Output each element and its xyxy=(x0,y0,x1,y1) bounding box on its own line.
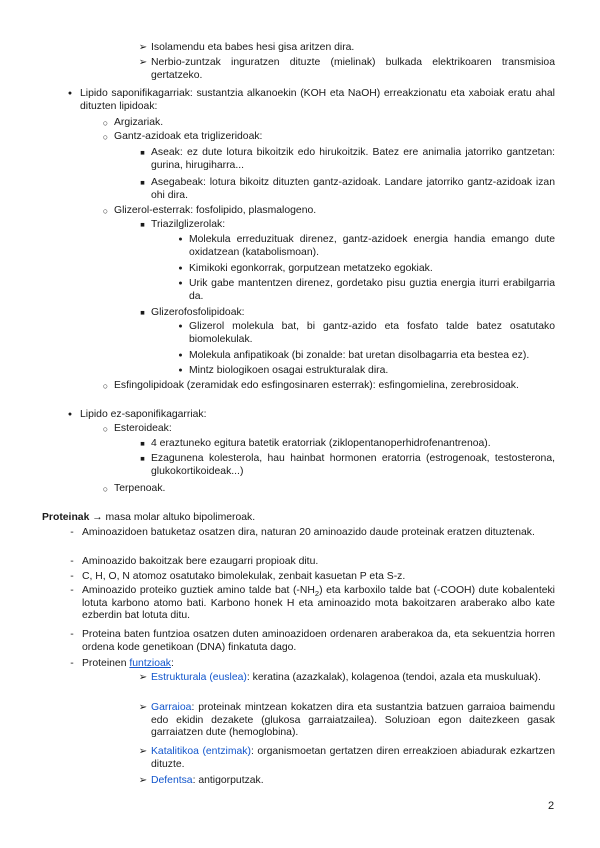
funtzio-term: Garraioa xyxy=(151,702,192,713)
dash-bullet-icon: - xyxy=(70,527,74,538)
funtzio-item-1 xyxy=(135,672,555,685)
glizerofosfo-item xyxy=(134,307,555,320)
proteinak-item-3 xyxy=(62,571,555,584)
argizariak-item xyxy=(97,117,555,130)
funtzio-item-2 xyxy=(135,702,555,740)
funtzio-rest: : organismoetan gertatzen diren erreakzioen abiadurak ezkartzen dituzte. xyxy=(151,746,555,770)
bullet-icon: ● xyxy=(67,411,73,418)
proteinak-item-6 xyxy=(62,658,555,671)
lipido-saponif-text: Lipido saponifikagarriak: sustantzia alkanoekin (KOH eta NaOH) erreakzionatu eta xaboiak eratu ahal dituzten lipidoak: xyxy=(80,88,555,112)
funtzio-rest: : proteinak mintzean kokatzen dira eta sustantzia batzuen garraioa baimendu edo ekidin dezakete (glukosa garraiatzailea). Soluzioan egon daitezkeen gasak garraiatzen dute (hemoglobina). xyxy=(151,702,555,739)
proteinak-item-2 xyxy=(62,556,555,569)
page-number: 2 xyxy=(548,800,555,812)
circle-bullet-icon: ○ xyxy=(102,118,109,128)
aseak-item xyxy=(134,147,555,172)
glizerofosfo-sub-text: Glizerol molekula bat, bi gantz-azido eta fosfato talde batez osatutako biomolekulak. xyxy=(189,321,555,345)
arrow-bullet-icon: ➢ xyxy=(138,702,148,713)
dash-bullet-icon: - xyxy=(70,629,74,640)
bullet-icon: ● xyxy=(178,352,183,359)
proteinak-item-text xyxy=(82,585,555,623)
proteinak-item-4 xyxy=(62,585,555,623)
proteinak-title-rest: masa molar altuko bipolimeroak. xyxy=(102,512,256,523)
aseak-text: Aseak: ez dute lotura bikoitzik edo hirukoitzik. Batez ere animalia jatorriko gantzetan: gurina, hirugiharra... xyxy=(151,147,555,171)
lipido-ez-item xyxy=(60,409,555,422)
arrow-bullet-icon: ➢ xyxy=(138,672,148,683)
lipido-saponif-item xyxy=(60,88,555,113)
funtzioak-line xyxy=(82,658,174,671)
funtzio-text xyxy=(151,775,555,788)
square-bullet-icon: ■ xyxy=(140,220,145,229)
esfingo-text: Esfingolipidoak (zeramidak edo esfingosinaren esterrak): esfingomielina, zerebrosidoak. xyxy=(114,380,519,391)
funtzio-text xyxy=(151,746,555,771)
amino-text-start: Aminoazido proteiko guztiek amino talde bat (-NH xyxy=(82,585,315,596)
square-bullet-icon: ■ xyxy=(140,454,145,463)
square-bullet-icon: ■ xyxy=(140,308,145,317)
glizerofosfo-title: Glizerofosfolipidoak: xyxy=(151,307,245,318)
funtzio-text xyxy=(151,702,555,740)
funtzio-item-4 xyxy=(135,775,555,788)
bullet-icon: ● xyxy=(67,90,73,97)
proteinak-title: Proteinak xyxy=(42,512,90,523)
bullet-icon: ● xyxy=(178,280,183,287)
square-bullet-icon: ■ xyxy=(140,148,145,157)
triazil-sub-text: Urik gabe mantentzen direnez, gordetako pisu guztia energia iturri erabilgarria da. xyxy=(189,278,555,302)
nerve-item-1 xyxy=(135,42,555,55)
esfingo-item xyxy=(97,380,555,393)
proteinak-heading xyxy=(42,512,555,525)
funtzio-rest: : keratina (azazkalak), kolagenoa (tendoi, azala eta muskuluak). xyxy=(246,672,541,683)
circle-bullet-icon: ○ xyxy=(102,132,109,142)
esteroideak-sub-text: Ezagunena kolesterola, hau hainbat hormonen eratorria (estrogenoak, testosterona, glukokortikoideak...) xyxy=(151,453,555,477)
funtzio-rest: : antigorputzak. xyxy=(192,775,264,786)
subscript-two: 2 xyxy=(314,589,320,599)
glizerofosfo-sub-text: Molekula anfipatikoak (bi zonalde: bat uretan disolbagarria eta bestea ez). xyxy=(189,350,530,361)
amino-text-rest: ) eta karboxilo talde bat (-COOH) dute kobalenteki lotuta karbono atomo bati. Karbono honek H eta aminoazido mota bakoitzaren araberako albo kate ezberdin bat lotuta ditu. xyxy=(82,585,555,622)
triazil-sub-text: Molekula erreduzituak direnez, gantz-azidoek energia handia emango dute oxidatzean (katabolismoan). xyxy=(189,234,555,258)
glizerofosfo-sub-text: Mintz biologikoen osagai estrukturalak dira. xyxy=(189,365,389,376)
esteroideak-item xyxy=(97,423,555,436)
square-bullet-icon: ■ xyxy=(140,178,145,187)
proteinak-item-1 xyxy=(62,527,555,540)
glizerofosfo-sub-1 xyxy=(172,321,555,346)
bullet-icon: ● xyxy=(178,236,183,243)
right-arrow-icon: → xyxy=(92,512,103,523)
square-bullet-icon: ■ xyxy=(140,439,145,448)
terpenoak-text: Terpenoak. xyxy=(114,483,166,494)
gantz-item xyxy=(97,131,555,144)
arrow-bullet-icon: ➢ xyxy=(138,775,148,786)
bullet-icon: ● xyxy=(178,323,183,330)
arrow-bullet-icon: ➢ xyxy=(138,57,148,68)
dash-bullet-icon: - xyxy=(70,571,74,582)
triazil-title: Triazilglizerolak: xyxy=(151,219,226,230)
funtzioak-suffix: : xyxy=(170,658,174,669)
circle-bullet-icon: ○ xyxy=(102,424,109,434)
funtzio-term: Defentsa xyxy=(151,775,193,786)
nerve-item-text: Nerbio-zuntzak inguratzen dituzte (mielinak) bulkada elektrikoaren transmisioa gertatzeko. xyxy=(151,57,555,81)
glizerofosfo-sub-2 xyxy=(172,350,555,363)
esteroideak-sub-1 xyxy=(134,438,555,451)
triazil-sub-2 xyxy=(172,263,555,276)
esteroideak-sub-2 xyxy=(134,453,555,478)
circle-bullet-icon: ○ xyxy=(102,381,109,391)
nerve-item-text: Isolamendu eta babes hesi gisa aritzen dira. xyxy=(151,42,355,53)
triazil-sub-text: Kimikoki egonkorrak, gorputzean metatzeko egokiak. xyxy=(189,263,433,274)
argizariak-text: Argizariak. xyxy=(114,117,164,128)
funtzio-item-3 xyxy=(135,746,555,771)
proteinak-item-text: Aminoazidoen batuketaz osatzen dira, naturan 20 aminoazido daude proteinak eratzen dituztenak. xyxy=(82,527,535,538)
funtzio-term: Katalitikoa (entzimak) xyxy=(151,746,251,757)
funtzio-term: Estrukturala (euslea) xyxy=(151,672,247,683)
bullet-icon: ● xyxy=(178,367,183,374)
triazil-sub-1 xyxy=(172,234,555,259)
funtzioak-prefix: Proteinen xyxy=(82,658,130,669)
triazil-item xyxy=(134,219,555,232)
circle-bullet-icon: ○ xyxy=(102,206,109,216)
esteroideak-title: Esteroideak: xyxy=(114,423,172,434)
funtzio-text xyxy=(151,672,555,685)
terpenoak-item xyxy=(97,483,555,496)
dash-bullet-icon: - xyxy=(70,658,74,669)
nerve-item-2 xyxy=(135,57,555,82)
dash-bullet-icon: - xyxy=(70,556,74,567)
circle-bullet-icon: ○ xyxy=(102,484,109,494)
proteinak-item-text: C, H, O, N atomoz osatutako bimolekulak, zenbait kasuetan P eta S-z. xyxy=(82,571,406,582)
asegabeak-text: Asegabeak: lotura bikoitz dituzten gantz-azidoak. Landare jatorriko gantz-azidoak izan ohi dira. xyxy=(151,177,555,201)
arrow-bullet-icon: ➢ xyxy=(138,42,148,53)
glizerofosfo-sub-3 xyxy=(172,365,555,378)
proteinak-item-5 xyxy=(62,629,555,654)
lipido-ez-text: Lipido ez-saponifikagarriak: xyxy=(80,409,207,420)
proteinak-item-text: Aminoazido bakoitzak bere ezaugarri propioak ditu. xyxy=(82,556,319,567)
proteinak-item-text: Proteina baten funtzioa osatzen duten aminoazidoen ordenaren araberakoa da, eta sekuentzia horren ordena kode genetikoan (DNA) finkatuta dago. xyxy=(82,629,555,653)
triazil-sub-3 xyxy=(172,278,555,303)
asegabeak-item xyxy=(134,177,555,202)
glizerol-item xyxy=(97,205,555,218)
dash-bullet-icon: - xyxy=(70,585,74,596)
gantz-title: Gantz-azidoak eta triglizeridoak: xyxy=(114,131,263,142)
funtzioak-link[interactable]: funtzioak xyxy=(129,658,171,669)
esteroideak-sub-text: 4 eraztuneko egitura batetik eratorriak (ziklopentanoperhidrofenantrenoa). xyxy=(151,438,491,449)
arrow-bullet-icon: ➢ xyxy=(138,746,148,757)
glizerol-title: Glizerol-esterrak: fosfolipido, plasmalogeno. xyxy=(114,205,317,216)
bullet-icon: ● xyxy=(178,265,183,272)
